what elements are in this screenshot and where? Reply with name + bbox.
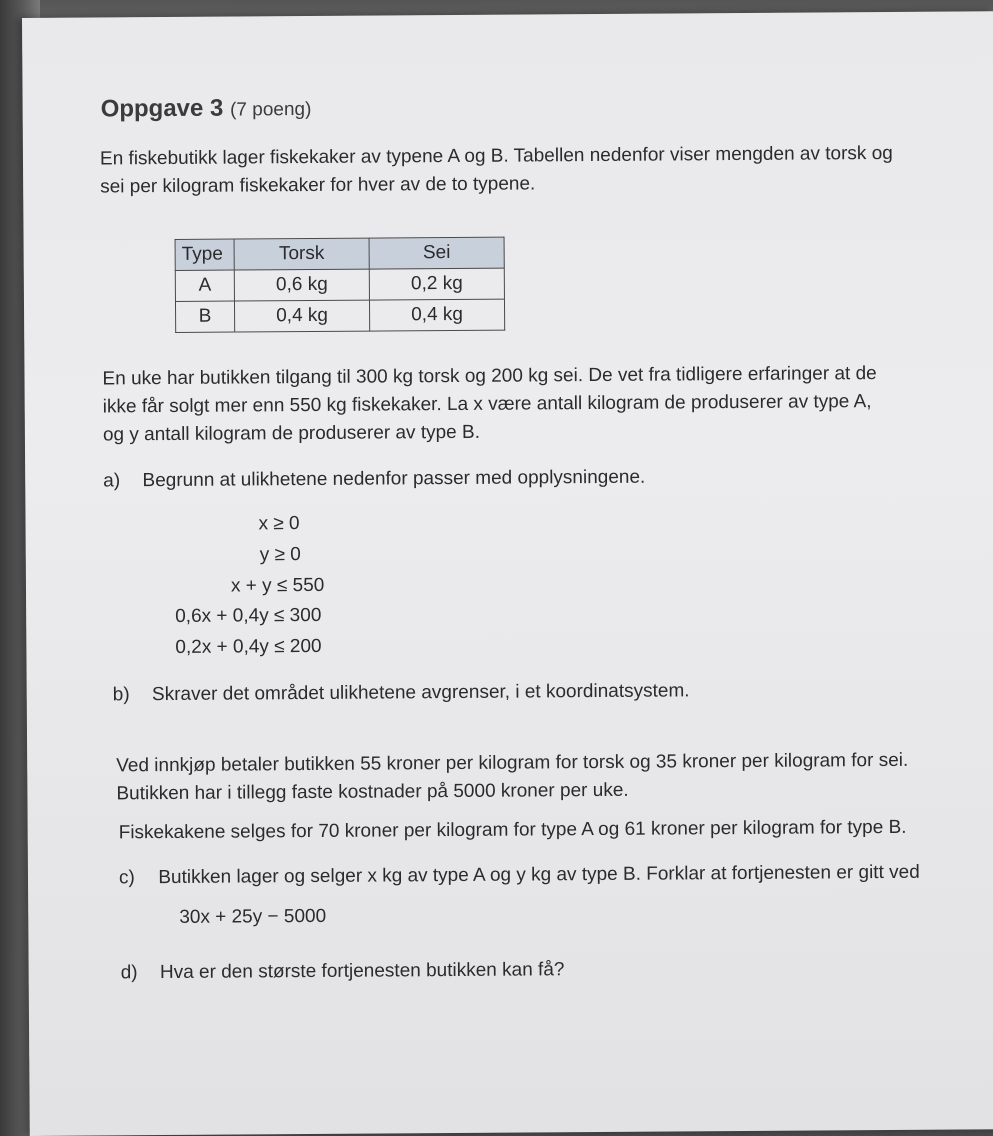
table-cell: 0,4 kg <box>234 300 369 332</box>
question-label: c) <box>118 867 135 889</box>
inequality: y ≥ 0 <box>259 544 301 566</box>
price-line: Fiskekakene selges for 70 kroner per kilogram for type A og 61 kroner per kilogram for type B. <box>118 816 907 844</box>
question-label: d) <box>120 962 138 984</box>
table-header-cell: Torsk <box>234 238 369 270</box>
intro-line: sei per kilogram fiskekaker for hver av de to typene. <box>100 173 536 198</box>
inequality: 0,2x + 0,4y ≤ 200 <box>175 635 322 658</box>
question-b <box>113 677 690 709</box>
intro-paragraph <box>100 140 893 202</box>
table-header-cell: Type <box>175 239 234 270</box>
question-text: Begrunn at ulikhetene nedenfor passer med opplysningene. <box>142 466 646 492</box>
question-label: b) <box>112 684 130 706</box>
profit-formula: 30x + 25y − 5000 <box>179 905 327 928</box>
inequality: x ≥ 0 <box>258 513 300 535</box>
table-row <box>175 299 504 332</box>
inequality: x + y ≤ 550 <box>230 574 325 597</box>
cost-paragraph <box>116 747 908 809</box>
table-cell: B <box>175 301 234 332</box>
task-points: (7 poeng) <box>229 98 312 121</box>
context-line: og y antall kilogram de produserer av type B. <box>102 421 481 446</box>
ingredients-table <box>175 237 506 333</box>
paper-sheet <box>22 11 993 1136</box>
context-line: En uke har butikken tilgang til 300 kg torsk og 200 kg sei. De vet fra tidligere erfaringer at de <box>102 363 877 390</box>
cost-line: Ved innkjøp betaler butikken 55 kroner per kilogram for torsk og 35 kroner per kilogram for sei. <box>116 749 909 777</box>
table-header-row <box>175 237 504 270</box>
table-cell: A <box>175 270 234 301</box>
price-paragraph <box>119 814 907 847</box>
question-text: Skraver det området ulikhetene avgrenser, i et koordinatsystem. <box>151 680 690 706</box>
table-row <box>175 268 504 301</box>
question-d <box>121 956 565 987</box>
cost-line: Butikken har i tillegg faste kostnader på 5000 kroner per uke. <box>116 779 629 805</box>
inequality: 0,6x + 0,4y ≤ 300 <box>175 604 322 627</box>
context-paragraph <box>102 360 877 449</box>
question-a <box>103 464 645 496</box>
question-c <box>119 859 920 893</box>
table-cell: 0,4 kg <box>369 299 504 331</box>
task-title-text: Oppgave 3 <box>100 94 224 123</box>
table-cell: 0,2 kg <box>369 268 504 300</box>
table-cell: 0,6 kg <box>234 269 369 301</box>
question-text: Hva er den største fortjenesten butikken kan få? <box>159 959 565 984</box>
question-label: a) <box>103 470 121 492</box>
task-title <box>101 94 312 123</box>
context-line: ikke får solgt mer enn 550 kg fiskekaker. La x være antall kilogram de produserer av type A, <box>102 391 872 418</box>
intro-line: En fiskebutikk lager fiskekaker av typene A og B. Tabellen nedenfor viser mengden av torsk og <box>99 142 893 170</box>
table-header-cell: Sei <box>369 237 504 269</box>
question-text: Butikken lager og selger x kg av type A og y kg av type B. Forklar at fortjenesten er gitt ved <box>158 861 920 889</box>
